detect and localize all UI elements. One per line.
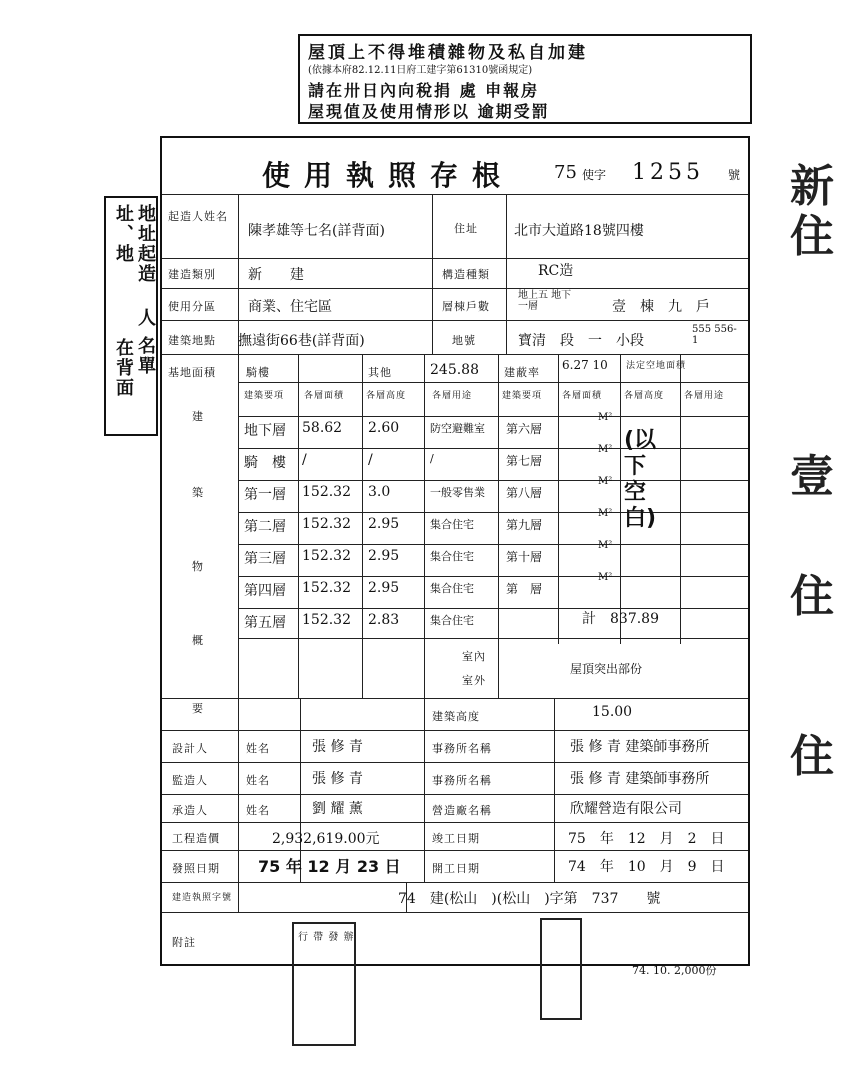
label-build-type: 建造類別 bbox=[168, 268, 216, 281]
label-building-3: 物 bbox=[192, 560, 204, 573]
floor-name-right: 第 層 bbox=[506, 582, 543, 596]
row-line bbox=[162, 822, 748, 823]
seal-stamp bbox=[540, 918, 582, 1020]
row-line bbox=[162, 762, 748, 763]
col-line bbox=[362, 354, 363, 698]
row-line bbox=[238, 576, 748, 577]
label-supervisor-office: 事務所名稱 bbox=[432, 774, 492, 787]
col-header-area: 各層面積 bbox=[304, 391, 345, 401]
row-line bbox=[238, 448, 748, 449]
floor-use: 一般零售業 bbox=[430, 486, 485, 499]
floor-area: 152.32 bbox=[302, 548, 351, 564]
floor-height: 3.0 bbox=[368, 484, 391, 500]
row-line bbox=[162, 912, 748, 913]
floor-height: 2.60 bbox=[368, 420, 400, 436]
permit-suffix: 號 bbox=[728, 168, 741, 182]
value-supervisor-name: 張 修 青 bbox=[312, 771, 363, 787]
notice-line-1: 屋頂上不得堆積雜物及私自加建 bbox=[308, 43, 588, 63]
right-rim-stamp-4: 住 bbox=[790, 571, 834, 622]
value-coverage: 6.27 10 bbox=[562, 358, 608, 372]
col-line bbox=[298, 354, 299, 698]
value-height: 15.00 bbox=[592, 704, 633, 720]
value-section: 寶清 段 一 小段 bbox=[518, 333, 644, 349]
col-header-item-r: 建築要項 bbox=[502, 391, 543, 401]
notice-line-3: 請在卅日內向稅捐 處 申報房 bbox=[308, 81, 540, 100]
label-contractor: 承造人 bbox=[172, 804, 208, 817]
label-building-4: 概 bbox=[192, 634, 204, 647]
label-building-5: 要 bbox=[192, 702, 204, 715]
row-line bbox=[238, 512, 748, 513]
value-supervisor-office: 張 修 青 建築師事務所 bbox=[570, 771, 710, 787]
floor-use: 集合住宅 bbox=[430, 614, 474, 627]
row-line bbox=[162, 258, 748, 259]
row-line bbox=[162, 882, 748, 883]
col-line bbox=[238, 194, 239, 912]
row-line bbox=[238, 638, 748, 639]
floor-area: 152.32 bbox=[302, 580, 351, 596]
side-note-box bbox=[104, 196, 158, 436]
value-complete-date: 75 年 12 月 2 日 bbox=[568, 831, 725, 847]
row-line bbox=[162, 794, 748, 795]
row-line bbox=[238, 382, 748, 383]
label-permit-no: 建造執照字號 bbox=[172, 893, 233, 903]
label-site-area: 基地面積 bbox=[168, 366, 216, 379]
row-line bbox=[162, 730, 748, 731]
label-address: 住址 bbox=[454, 222, 478, 235]
unit-m2: M² bbox=[598, 540, 613, 551]
label-zoning: 使用分區 bbox=[168, 300, 216, 313]
row-line bbox=[162, 194, 748, 195]
floor-use: 集合住宅 bbox=[430, 582, 474, 595]
value-other-area: 245.88 bbox=[430, 362, 479, 378]
floor-area: 152.32 bbox=[302, 484, 351, 500]
value-permit-no: 74 建(松山 )(松山 )字第 737 號 bbox=[398, 891, 661, 907]
col-line bbox=[506, 194, 507, 354]
row-line bbox=[162, 320, 748, 321]
label-arcade: 騎樓 bbox=[246, 366, 270, 379]
form-title: 使用執照存根 bbox=[262, 159, 515, 192]
floor-name-right: 第九層 bbox=[506, 518, 543, 532]
small-stamp bbox=[292, 922, 356, 1046]
floor-area: 58.62 bbox=[302, 420, 343, 436]
value-zoning: 商業、住宅區 bbox=[248, 299, 332, 315]
floor-name-right: 第七層 bbox=[506, 454, 543, 468]
col-line bbox=[424, 698, 425, 882]
right-rim-stamp-5: 住 bbox=[790, 731, 834, 782]
unit-m2: M² bbox=[598, 476, 613, 487]
col-line bbox=[498, 354, 499, 698]
label-cost: 工程造價 bbox=[172, 832, 220, 845]
floor-use: 集合住宅 bbox=[430, 550, 474, 563]
col-line bbox=[432, 194, 433, 354]
floor-height: 2.95 bbox=[368, 580, 400, 596]
label-outdoor: 室外 bbox=[462, 674, 486, 687]
value-floors: 地上五 地下一層 bbox=[518, 290, 572, 312]
side-note-col1: 地址起造 bbox=[135, 204, 156, 284]
col-line bbox=[680, 354, 681, 644]
floor-area: 152.32 bbox=[302, 612, 351, 628]
label-building-2: 築 bbox=[192, 486, 204, 499]
label-supervisor-name: 姓名 bbox=[246, 774, 270, 787]
floor-use: / bbox=[430, 452, 434, 465]
col-header-item: 建築要項 bbox=[244, 391, 285, 401]
label-structure-type: 構造種類 bbox=[442, 268, 490, 281]
value-total: 計 837.89 bbox=[582, 611, 659, 627]
notice-line-4: 屋現值及使用情形以 逾期受罰 bbox=[308, 102, 550, 121]
row-line bbox=[162, 850, 748, 851]
label-floors-units: 層棟戶數 bbox=[442, 300, 490, 313]
footer-print: 74. 10. 2,000份 bbox=[632, 964, 717, 977]
floor-name-right: 第八層 bbox=[506, 486, 543, 500]
unit-m2: M² bbox=[598, 508, 613, 519]
label-contractor-company: 營造廠名稱 bbox=[432, 804, 492, 817]
permit-form bbox=[160, 136, 750, 966]
row-line bbox=[238, 544, 748, 545]
label-designer: 設計人 bbox=[172, 742, 208, 755]
label-indoor: 室內 bbox=[462, 650, 486, 663]
value-contractor-name: 劉 耀 薰 bbox=[312, 801, 363, 817]
label-start-date: 開工日期 bbox=[432, 862, 480, 875]
blank-note: (以下空白) bbox=[624, 428, 657, 531]
label-designer-office: 事務所名稱 bbox=[432, 742, 492, 755]
col-line bbox=[554, 698, 555, 882]
floor-name: 第五層 bbox=[244, 615, 286, 631]
value-structure-type: RC造 bbox=[538, 263, 574, 279]
row-line bbox=[162, 698, 748, 699]
label-coverage: 建蔽率 bbox=[504, 366, 540, 379]
permit-number: 1255 bbox=[632, 160, 704, 185]
floor-height: 2.95 bbox=[368, 548, 400, 564]
floor-name: 第一層 bbox=[244, 487, 286, 503]
value-designer-name: 張 修 青 bbox=[312, 739, 363, 755]
row-line bbox=[238, 480, 748, 481]
row-line bbox=[238, 608, 748, 609]
label-designer-name: 姓名 bbox=[246, 742, 270, 755]
col-header-area-r: 各層面積 bbox=[562, 391, 603, 401]
floor-name-right: 第六層 bbox=[506, 422, 543, 436]
value-site: 撫遠街66巷(詳背面) bbox=[238, 333, 365, 349]
label-building-1: 建 bbox=[192, 410, 204, 423]
right-rim-stamp-2: 住 bbox=[790, 211, 834, 262]
label-legal-open: 法定空地面積 bbox=[626, 361, 687, 371]
col-line bbox=[558, 354, 559, 644]
col-header-height: 各層高度 bbox=[366, 391, 407, 401]
floor-name: 地下層 bbox=[244, 423, 286, 439]
col-header-use: 各層用途 bbox=[432, 391, 473, 401]
value-cost: 2,932,619.00元 bbox=[272, 831, 380, 847]
label-builder: 起造人姓名 bbox=[168, 210, 228, 223]
unit-m2: M² bbox=[598, 572, 613, 583]
floor-name-right: 第十層 bbox=[506, 550, 543, 564]
floor-name: 第三層 bbox=[244, 551, 286, 567]
label-issue-date: 發照日期 bbox=[172, 862, 220, 875]
col-header-use-r: 各層用途 bbox=[684, 391, 725, 401]
floor-height: 2.95 bbox=[368, 516, 400, 532]
value-builder: 陳孝雄等七名(詳背面) bbox=[248, 223, 385, 239]
right-rim-stamp: 新 bbox=[790, 161, 834, 212]
side-note-col2: 址、地 bbox=[113, 204, 134, 264]
floor-height: / bbox=[368, 452, 373, 468]
label-site: 建築地點 bbox=[168, 334, 216, 347]
notice-line-2: (依據本府82.12.11日府工建字第61310號函規定) bbox=[308, 65, 533, 76]
value-address: 北市大道路18號四樓 bbox=[514, 223, 644, 239]
value-designer-office: 張 修 青 建築師事務所 bbox=[570, 739, 710, 755]
value-buildings: 壹 棟 九 戶 bbox=[612, 299, 710, 315]
row-line bbox=[238, 416, 748, 417]
floor-name: 第二層 bbox=[244, 519, 286, 535]
label-remarks: 附註 bbox=[172, 936, 196, 949]
right-rim-stamp-3: 壹 bbox=[790, 451, 834, 502]
row-line bbox=[162, 354, 748, 355]
unit-m2: M² bbox=[598, 412, 613, 423]
floor-name: 騎 樓 bbox=[244, 455, 286, 471]
row-line bbox=[162, 288, 748, 289]
value-lot-no: 555 556-1 bbox=[692, 324, 737, 346]
label-roof-note: 屋頂突出部份 bbox=[570, 662, 643, 676]
floor-name: 第四層 bbox=[244, 583, 286, 599]
floor-area: / bbox=[302, 452, 307, 468]
permit-char: 使字 bbox=[582, 168, 607, 182]
col-line bbox=[424, 354, 425, 698]
label-lot: 地號 bbox=[452, 334, 476, 347]
notice-stamp bbox=[298, 34, 752, 124]
permit-year: 75 bbox=[554, 162, 577, 183]
label-complete-date: 竣工日期 bbox=[432, 832, 480, 845]
value-build-type: 新 建 bbox=[248, 267, 304, 283]
floor-use: 集合住宅 bbox=[430, 518, 474, 531]
col-header-height-r: 各層高度 bbox=[624, 391, 665, 401]
label-other: 其他 bbox=[368, 366, 392, 379]
floor-height: 2.83 bbox=[368, 612, 400, 628]
value-contractor-company: 欣耀營造有限公司 bbox=[570, 801, 682, 817]
label-height: 建築高度 bbox=[432, 710, 480, 723]
unit-m2: M² bbox=[598, 444, 613, 455]
label-supervisor: 監造人 bbox=[172, 774, 208, 787]
side-note-col3: 人 名單 bbox=[135, 308, 156, 377]
value-issue-date: 75 年 12 月 23 日 bbox=[258, 857, 401, 876]
value-start-date: 74 年 10 月 9 日 bbox=[568, 859, 725, 875]
col-line bbox=[620, 354, 621, 644]
small-stamp-text: 行 帶 發 辦 bbox=[298, 932, 355, 943]
floor-area: 152.32 bbox=[302, 516, 351, 532]
floor-use: 防空避難室 bbox=[430, 422, 485, 435]
label-contractor-name: 姓名 bbox=[246, 804, 270, 817]
side-note-col4: 在背面 bbox=[113, 338, 134, 398]
